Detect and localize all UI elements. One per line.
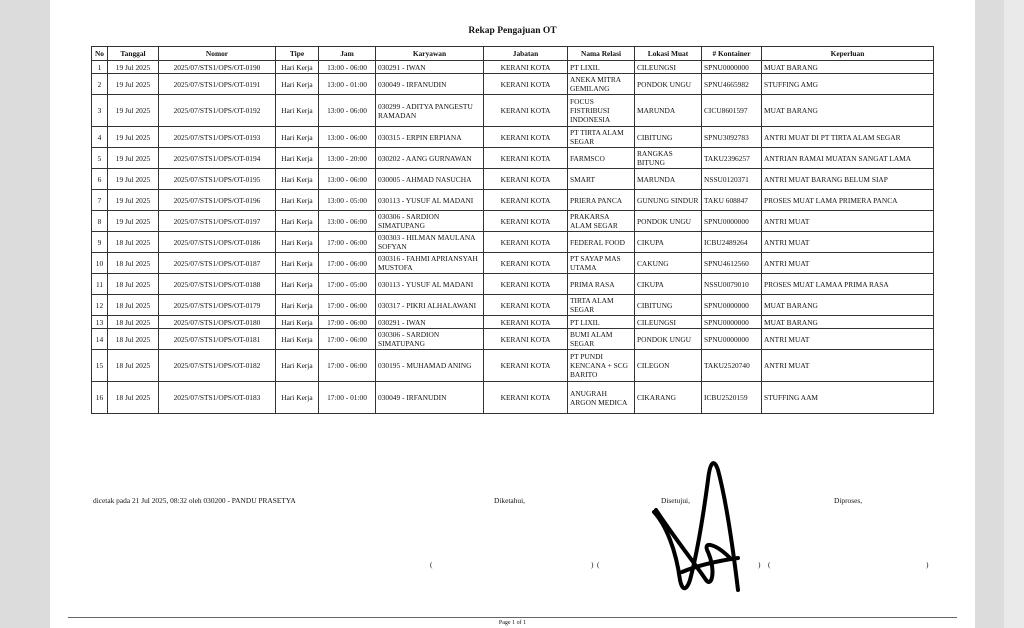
cell-tipe: Hari Kerja (276, 74, 319, 95)
cell-karyawan: 030299 - ADITYA PANGESTU RAMADAN (376, 95, 484, 127)
signature-paren-open: ( (430, 560, 433, 569)
col-header: Nama Relasi (568, 47, 635, 61)
cell-relasi: PRIMA RASA (568, 274, 635, 295)
cell-karyawan: 030306 - SARDION SIMATUPANG (376, 211, 484, 232)
cell-karyawan: 030113 - YUSUF AL MADANI (376, 274, 484, 295)
cell-no: 11 (92, 274, 108, 295)
viewer-edge (1004, 0, 1024, 628)
cell-nomor: 2025/07/STS1/OPS/OT-0188 (159, 274, 276, 295)
cell-nomor: 2025/07/STS1/OPS/OT-0194 (159, 148, 276, 169)
cell-no: 7 (92, 190, 108, 211)
cell-relasi: PT LIXIL (568, 316, 635, 329)
cell-jabatan: KERANI KOTA (484, 169, 568, 190)
cell-lokasi: CILEUNGSI (635, 61, 702, 74)
cell-karyawan: 030317 - PIKRI ALHALAWANI (376, 295, 484, 316)
cell-jam: 13:00 - 06:00 (319, 61, 376, 74)
cell-relasi: PT PUNDI KENCANA + SCG BARITO (568, 350, 635, 382)
cell-kontainer: SPNU0000000 (702, 211, 762, 232)
cell-jabatan: KERANI KOTA (484, 232, 568, 253)
table-row (92, 316, 934, 329)
cell-jam: 13:00 - 06:00 (319, 95, 376, 127)
cell-keperluan: MUAT BARANG (762, 295, 934, 316)
cell-lokasi: CAKUNG (635, 253, 702, 274)
cell-kontainer: SPNU4665982 (702, 74, 762, 95)
cell-jabatan: KERANI KOTA (484, 148, 568, 169)
cell-jabatan: KERANI KOTA (484, 295, 568, 316)
cell-nomor: 2025/07/STS1/OPS/OT-0186 (159, 232, 276, 253)
cell-tipe: Hari Kerja (276, 253, 319, 274)
ot-table (91, 46, 934, 414)
cell-keperluan: MUAT BARANG (762, 316, 934, 329)
cell-no: 10 (92, 253, 108, 274)
cell-karyawan: 030306 - SARDION SIMATUPANG (376, 329, 484, 350)
cell-jam: 17:00 - 06:00 (319, 232, 376, 253)
cell-jabatan: KERANI KOTA (484, 350, 568, 382)
cell-nomor: 2025/07/STS1/OPS/OT-0183 (159, 382, 276, 414)
cell-no: 6 (92, 169, 108, 190)
cell-tipe: Hari Kerja (276, 329, 319, 350)
cell-karyawan: 030315 - ERPIN ERPIANA (376, 127, 484, 148)
cell-tanggal: 19 Jul 2025 (108, 190, 159, 211)
cell-relasi: FEDERAL FOOD (568, 232, 635, 253)
cell-relasi: PT TIRTA ALAM SEGAR (568, 127, 635, 148)
cell-tipe: Hari Kerja (276, 316, 319, 329)
cell-tanggal: 19 Jul 2025 (108, 127, 159, 148)
cell-no: 12 (92, 295, 108, 316)
cell-keperluan: STUFFING AMG (762, 74, 934, 95)
cell-lokasi: PONDOK UNGU (635, 211, 702, 232)
cell-karyawan: 030316 - FAHMI APRIANSYAH MUSTOFA (376, 253, 484, 274)
cell-jam: 13:00 - 06:00 (319, 169, 376, 190)
col-header: Tanggal (108, 47, 159, 61)
cell-lokasi: MARUNDA (635, 95, 702, 127)
cell-no: 9 (92, 232, 108, 253)
cell-nomor: 2025/07/STS1/OPS/OT-0190 (159, 61, 276, 74)
cell-karyawan: 030291 - IWAN (376, 61, 484, 74)
cell-tanggal: 18 Jul 2025 (108, 232, 159, 253)
cell-tanggal: 19 Jul 2025 (108, 61, 159, 74)
cell-kontainer: ICBU2489264 (702, 232, 762, 253)
cell-tipe: Hari Kerja (276, 232, 319, 253)
cell-tipe: Hari Kerja (276, 211, 319, 232)
cell-keperluan: MUAT BARANG (762, 95, 934, 127)
cell-nomor: 2025/07/STS1/OPS/OT-0179 (159, 295, 276, 316)
cell-jam: 13:00 - 20:00 (319, 148, 376, 169)
cell-karyawan: 030291 - IWAN (376, 316, 484, 329)
cell-tipe: Hari Kerja (276, 95, 319, 127)
cell-jabatan: KERANI KOTA (484, 382, 568, 414)
cell-keperluan: ANTRI MUAT (762, 211, 934, 232)
cell-tipe: Hari Kerja (276, 127, 319, 148)
page-number: Page 1 of 1 (498, 620, 527, 626)
cell-keperluan: ANTRI MUAT (762, 253, 934, 274)
cell-keperluan: ANTRI MUAT (762, 232, 934, 253)
cell-jam: 13:00 - 05:00 (319, 190, 376, 211)
cell-nomor: 2025/07/STS1/OPS/OT-0191 (159, 74, 276, 95)
cell-keperluan: ANTRI MUAT (762, 329, 934, 350)
cell-jam: 17:00 - 06:00 (319, 350, 376, 382)
cell-jabatan: KERANI KOTA (484, 190, 568, 211)
cell-lokasi: CILEUNGSI (635, 316, 702, 329)
cell-tipe: Hari Kerja (276, 274, 319, 295)
cell-kontainer: NSSU0120371 (702, 169, 762, 190)
cell-relasi: FARMSCO (568, 148, 635, 169)
cell-jabatan: KERANI KOTA (484, 95, 568, 127)
cell-lokasi: CIBITUNG (635, 295, 702, 316)
cell-kontainer: SPNU0000000 (702, 295, 762, 316)
cell-tipe: Hari Kerja (276, 382, 319, 414)
cell-relasi: SMART (568, 169, 635, 190)
cell-nomor: 2025/07/STS1/OPS/OT-0196 (159, 190, 276, 211)
cell-nomor: 2025/07/STS1/OPS/OT-0187 (159, 253, 276, 274)
cell-nomor: 2025/07/STS1/OPS/OT-0192 (159, 95, 276, 127)
cell-kontainer: TAKU2520740 (702, 350, 762, 382)
cell-nomor: 2025/07/STS1/OPS/OT-0193 (159, 127, 276, 148)
cell-lokasi: PONDOK UNGU (635, 74, 702, 95)
cell-tanggal: 19 Jul 2025 (108, 211, 159, 232)
cell-lokasi: CILEGON (635, 350, 702, 382)
cell-karyawan: 030005 - AHMAD NASUCHA (376, 169, 484, 190)
cell-jam: 13:00 - 06:00 (319, 127, 376, 148)
col-header: # Kontainer (702, 47, 762, 61)
cell-kontainer: CICU8601597 (702, 95, 762, 127)
approved-label: Disetujui, (661, 496, 690, 505)
cell-jam: 17:00 - 06:00 (319, 253, 376, 274)
cell-lokasi: RANGKAS BITUNG (635, 148, 702, 169)
cell-karyawan: 030113 - YUSUF AL MADANI (376, 190, 484, 211)
cell-jam: 17:00 - 05:00 (319, 274, 376, 295)
cell-nomor: 2025/07/STS1/OPS/OT-0180 (159, 316, 276, 329)
table-row (92, 148, 934, 169)
handwritten-signature (646, 440, 756, 600)
cell-kontainer: SPNU3092783 (702, 127, 762, 148)
cell-jabatan: KERANI KOTA (484, 253, 568, 274)
cell-no: 8 (92, 211, 108, 232)
cell-tanggal: 19 Jul 2025 (108, 169, 159, 190)
cell-relasi: ANUGRAH ARGON MEDICA (568, 382, 635, 414)
cell-keperluan: ANTRIAN RAMAI MUATAN SANGAT LAMA (762, 148, 934, 169)
printed-by-note: dicetak pada 21 Jul 2025, 08:32 oleh 030200 - PANDU PRASETYA (93, 496, 296, 505)
cell-relasi: PT LIXIL (568, 61, 635, 74)
cell-jam: 17:00 - 01:00 (319, 382, 376, 414)
cell-tanggal: 18 Jul 2025 (108, 274, 159, 295)
cell-karyawan: 030303 - HILMAN MAULANA SOFYAN (376, 232, 484, 253)
cell-nomor: 2025/07/STS1/OPS/OT-0181 (159, 329, 276, 350)
cell-keperluan: STUFFING AAM (762, 382, 934, 414)
cell-tanggal: 18 Jul 2025 (108, 329, 159, 350)
table-row (92, 232, 934, 253)
cell-relasi: TIRTA ALAM SEGAR (568, 295, 635, 316)
cell-relasi: PRAKARSA ALAM SEGAR (568, 211, 635, 232)
processed-label: Diproses, (834, 496, 863, 505)
cell-no: 13 (92, 316, 108, 329)
cell-lokasi: MARUNDA (635, 169, 702, 190)
cell-kontainer: TAKU2396257 (702, 148, 762, 169)
col-header: Jabatan (484, 47, 568, 61)
table-row (92, 350, 934, 382)
cell-lokasi: CIKUPA (635, 274, 702, 295)
cell-keperluan: ANTRI MUAT (762, 350, 934, 382)
cell-lokasi: PONDOK UNGU (635, 329, 702, 350)
cell-jabatan: KERANI KOTA (484, 74, 568, 95)
cell-no: 2 (92, 74, 108, 95)
cell-karyawan: 030049 - IRFANUDIN (376, 74, 484, 95)
report-title: Rekap Pengajuan OT (468, 26, 557, 36)
signature-paren-open: ( (597, 560, 600, 569)
cell-kontainer: SPNU0000000 (702, 61, 762, 74)
cell-tipe: Hari Kerja (276, 169, 319, 190)
cell-no: 3 (92, 95, 108, 127)
table-row (92, 274, 934, 295)
signature-paren-close: ) (758, 560, 761, 569)
signature-paren-open: ( (768, 560, 771, 569)
table-row (92, 74, 934, 95)
cell-jabatan: KERANI KOTA (484, 329, 568, 350)
cell-lokasi: GUNUNG SINDUR (635, 190, 702, 211)
cell-tanggal: 19 Jul 2025 (108, 74, 159, 95)
cell-karyawan: 030202 - AANG GURNAWAN (376, 148, 484, 169)
cell-no: 15 (92, 350, 108, 382)
cell-keperluan: ANTRI MUAT BARANG BELUM SIAP (762, 169, 934, 190)
cell-no: 1 (92, 61, 108, 74)
table-row (92, 95, 934, 127)
table-row (92, 169, 934, 190)
table-row (92, 127, 934, 148)
cell-tanggal: 18 Jul 2025 (108, 316, 159, 329)
cell-nomor: 2025/07/STS1/OPS/OT-0197 (159, 211, 276, 232)
cell-tipe: Hari Kerja (276, 61, 319, 74)
table-header-row (92, 47, 934, 61)
cell-jam: 17:00 - 06:00 (319, 329, 376, 350)
table-row (92, 295, 934, 316)
table-row (92, 329, 934, 350)
col-header: Tipe (276, 47, 319, 61)
cell-relasi: BUMI ALAM SEGAR (568, 329, 635, 350)
cell-tipe: Hari Kerja (276, 350, 319, 382)
cell-kontainer: NSSU0079010 (702, 274, 762, 295)
cell-keperluan: PROSES MUAT LAMAA PRIMA RASA (762, 274, 934, 295)
cell-kontainer: SPNU4612560 (702, 253, 762, 274)
cell-no: 5 (92, 148, 108, 169)
table-row (92, 253, 934, 274)
cell-lokasi: CIBITUNG (635, 127, 702, 148)
table-row (92, 190, 934, 211)
col-header: Nomor (159, 47, 276, 61)
col-header: No (92, 47, 108, 61)
cell-no: 14 (92, 329, 108, 350)
cell-jam: 17:00 - 06:00 (319, 316, 376, 329)
cell-jabatan: KERANI KOTA (484, 127, 568, 148)
cell-no: 16 (92, 382, 108, 414)
cell-jabatan: KERANI KOTA (484, 316, 568, 329)
cell-jam: 13:00 - 01:00 (319, 74, 376, 95)
col-header: Karyawan (376, 47, 484, 61)
signature-paren-close: ) (926, 560, 929, 569)
cell-keperluan: MUAT BARANG (762, 61, 934, 74)
cell-relasi: PRIERA PANCA (568, 190, 635, 211)
signature-paren-close: ) (591, 560, 594, 569)
cell-tipe: Hari Kerja (276, 295, 319, 316)
cell-jabatan: KERANI KOTA (484, 274, 568, 295)
cell-relasi: PT SAYAP MAS UTAMA (568, 253, 635, 274)
table-row (92, 61, 934, 74)
cell-nomor: 2025/07/STS1/OPS/OT-0195 (159, 169, 276, 190)
table-row (92, 211, 934, 232)
cell-relasi: ANEKA MITRA GEMILANG (568, 74, 635, 95)
col-header: Jam (319, 47, 376, 61)
cell-tanggal: 18 Jul 2025 (108, 253, 159, 274)
cell-jam: 13:00 - 06:00 (319, 211, 376, 232)
page-divider (68, 617, 957, 618)
cell-karyawan: 030049 - IRFANUDIN (376, 382, 484, 414)
cell-lokasi: CIKUPA (635, 232, 702, 253)
cell-kontainer: SPNU0000000 (702, 316, 762, 329)
cell-no: 4 (92, 127, 108, 148)
report-page (50, 0, 975, 628)
cell-tanggal: 18 Jul 2025 (108, 350, 159, 382)
cell-tipe: Hari Kerja (276, 148, 319, 169)
cell-kontainer: SPNU0000000 (702, 329, 762, 350)
cell-tanggal: 18 Jul 2025 (108, 295, 159, 316)
col-header: Lokasi Muat (635, 47, 702, 61)
cell-lokasi: CIKARANG (635, 382, 702, 414)
cell-tipe: Hari Kerja (276, 190, 319, 211)
known-label: Diketahui, (494, 496, 525, 505)
table-row (92, 382, 934, 414)
cell-tanggal: 19 Jul 2025 (108, 95, 159, 127)
cell-jabatan: KERANI KOTA (484, 211, 568, 232)
cell-relasi: FOCUS FISTRIBUSI INDONESIA (568, 95, 635, 127)
cell-tanggal: 18 Jul 2025 (108, 382, 159, 414)
col-header: Keperluan (762, 47, 934, 61)
cell-kontainer: ICBU2520159 (702, 382, 762, 414)
cell-keperluan: ANTRI MUAT DI PT TIRTA ALAM SEGAR (762, 127, 934, 148)
cell-nomor: 2025/07/STS1/OPS/OT-0182 (159, 350, 276, 382)
cell-jabatan: KERANI KOTA (484, 61, 568, 74)
cell-kontainer: TAKU 608847 (702, 190, 762, 211)
cell-keperluan: PROSES MUAT LAMA PRIMERA PANCA (762, 190, 934, 211)
cell-karyawan: 030195 - MUHAMAD ANING (376, 350, 484, 382)
cell-jam: 17:00 - 06:00 (319, 295, 376, 316)
cell-tanggal: 19 Jul 2025 (108, 148, 159, 169)
